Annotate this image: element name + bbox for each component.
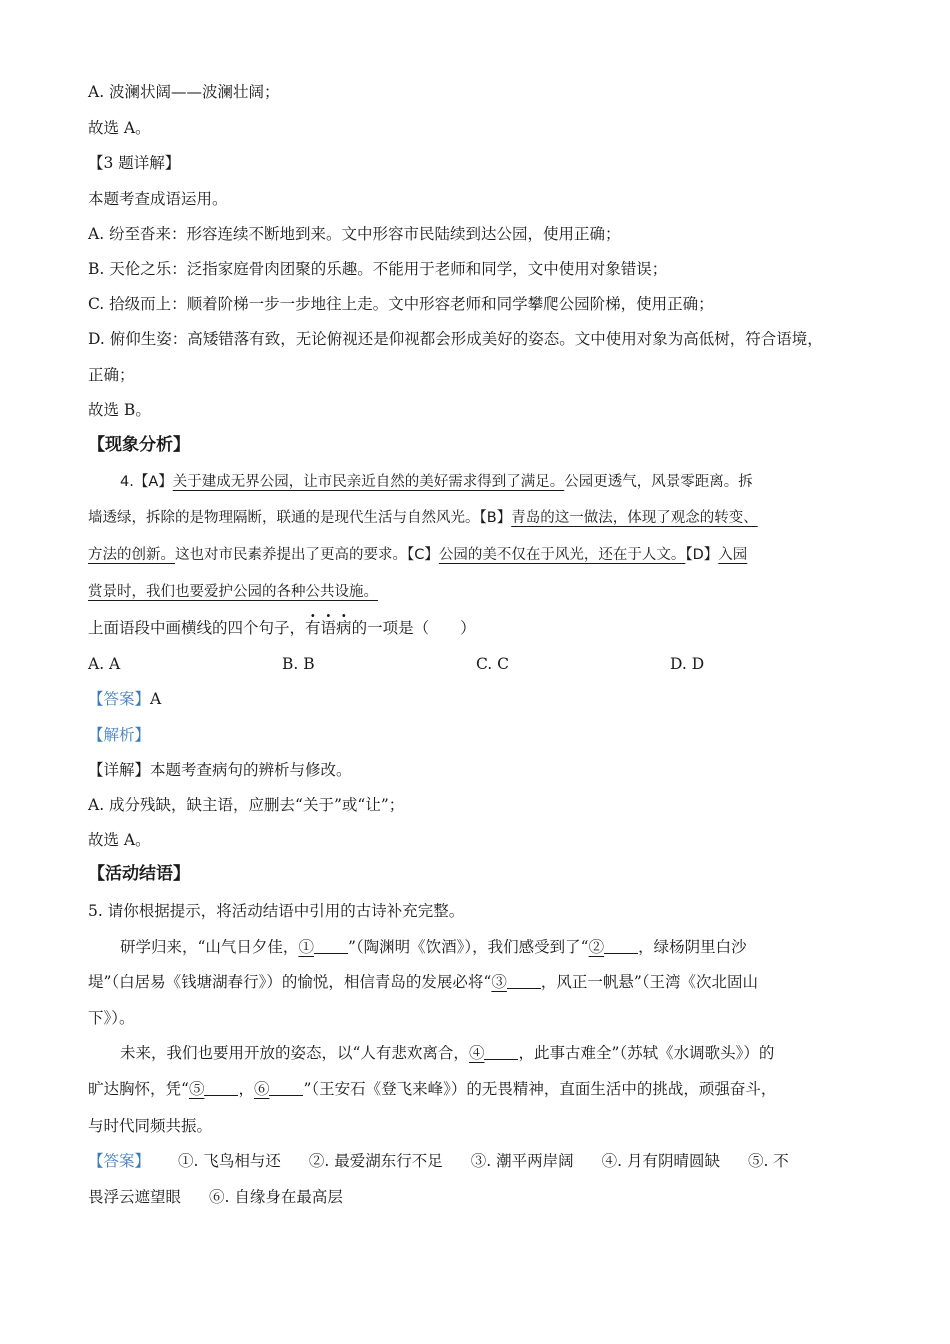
answer-6: ⑥. 自缘身在最高层 (209, 1188, 343, 1206)
passage-text: 未来，我们也要用开放的姿态，以“人有悲欢离合， (120, 1044, 469, 1062)
answer-2: ②. 最爱湖东行不足 (308, 1152, 443, 1170)
q3-option-a: A. 纷至沓来：形容连续不断地到来。文中形容市民陆续到达公园，使用正确； (88, 225, 621, 243)
q3-option-d-cont: 正确； (88, 366, 135, 384)
emphasis-char: 有 (305, 619, 321, 637)
passage-text: 公园更透气，风景零距离。拆 (564, 474, 753, 490)
q4-option-c: C. C (476, 655, 510, 673)
stem-text: 的一项是（ ） (351, 619, 476, 637)
blank-line (484, 1045, 518, 1060)
q2-option-a: A. 波澜状阔——波澜壮阔； (88, 83, 280, 101)
q5-answer-line-1 (88, 1151, 789, 1171)
blank-2: ② (588, 938, 605, 956)
passage-text: ，风正一帆悬”（王湾《次北固山 (540, 973, 759, 991)
answer-4: ④. 月有阴晴圆缺 (601, 1152, 720, 1170)
emphasis-char: 语 (320, 619, 337, 637)
q4-passage-line-4 (88, 582, 378, 602)
passage-text: 墙透绿，拆除的是物理隔断，联通的是现代生活与自然风光。 (88, 510, 480, 526)
q5-stem: 5. 请你根据提示，将活动结语中引用的古诗补充完整。 (88, 902, 465, 920)
q4-answer (88, 689, 161, 709)
section-title-phenomenon: 【现象分析】 (88, 435, 190, 455)
blank-3: ③ (491, 973, 507, 991)
q3-intro: 本题考查成语运用。 (88, 190, 228, 208)
q4-stem (88, 618, 476, 638)
passage-text: ”（王安石《登飞来峰》）的无畏精神，直面生活中的挑战，顽强奋斗， (303, 1080, 777, 1098)
q4-option-b: B. B (282, 655, 315, 673)
q5-passage-line-4 (120, 1043, 774, 1063)
q5-passage-line-6: 与时代同频共振。 (88, 1117, 213, 1135)
stem-text: 上面语段中画横线的四个句子， (88, 619, 306, 637)
blank-4: ④ (468, 1044, 485, 1062)
q4-option-a: A. A (88, 655, 121, 673)
q2-choice: 故选 A。 (88, 119, 151, 137)
blank-line (314, 939, 348, 954)
q4-passage-line-1 (120, 472, 753, 492)
q4-detail: 【详解】本题考查病句的辨析与修改。 (88, 761, 352, 779)
answer-1: ①. 飞鸟相与还 (178, 1152, 281, 1170)
q5-passage-line-2 (88, 972, 758, 992)
blank-1: ① (298, 938, 314, 956)
sentence-a: 关于建成无界公园，让市民亲近自然的美好需求得到了满足。 (172, 474, 565, 490)
passage-text: ，绿杨阴里白沙 (638, 938, 747, 956)
tag-d: 【D】 (685, 547, 719, 563)
q3-choice: 故选 B。 (88, 401, 151, 419)
answer-value: A (150, 690, 162, 708)
sentence-d-cont: 赏景时，我们也要爱护公园的各种公共设施。 (88, 584, 378, 600)
q5-answer-line-2 (88, 1187, 343, 1207)
q3-option-b: B. 天伦之乐：泛指家庭骨肉团聚的乐趣。不能用于老师和同学，文中使用对象错误； (88, 260, 668, 278)
answer-label: 【答案】 (88, 690, 151, 708)
blank-line (604, 939, 638, 954)
answer-5-cont: 畏浮云遮望眼 (88, 1188, 182, 1206)
sentence-d: 入园 (718, 547, 748, 563)
blank-line (507, 974, 541, 989)
passage-text: ”（陶渊明《饮酒》），我们感受到了“ (347, 938, 589, 956)
q4-analysis-label: 【解析】 (88, 726, 151, 744)
q4-passage-line-3 (88, 545, 747, 565)
q4-option-d: D. D (670, 655, 705, 673)
tag-c: 【C】 (407, 547, 439, 563)
sentence-b-cont: 方法的创新。 (88, 547, 175, 563)
passage-text: 这也对市民素养提出了更高的要求。 (175, 547, 407, 563)
blank-line (269, 1081, 303, 1096)
q3-title: 【3 题详解】 (88, 154, 181, 172)
blank-6: ⑥ (253, 1080, 270, 1098)
q4-number: 4. (120, 474, 134, 490)
passage-text: ，此事古难全”（苏轼《水调歌头》）的 (518, 1044, 775, 1062)
passage-text: ， (238, 1080, 254, 1098)
passage-text: 旷达胸怀，凭“ (88, 1080, 189, 1098)
q5-passage-line-5 (88, 1079, 776, 1099)
answer-3: ③. 潮平两岸阔 (470, 1152, 574, 1170)
tag-a: 【A】 (133, 474, 173, 490)
answer-label: 【答案】 (88, 1152, 151, 1170)
passage-text: 研学归来，“山气日夕佳， (120, 938, 299, 956)
sentence-b: 青岛的这一做法，体现了观念的转变、 (511, 510, 758, 526)
q4-explain: A. 成分残缺，缺主语，应删去“关于”或“让”； (88, 796, 405, 814)
passage-text: 堤”（白居易《钱塘湖春行》）的愉悦，相信青岛的发展必将“ (88, 973, 492, 991)
blank-5: ⑤ (188, 1080, 205, 1098)
section-title-conclusion: 【活动结语】 (88, 864, 190, 884)
blank-line (204, 1081, 238, 1096)
q3-option-c: C. 拾级而上：顺着阶梯一步一步地往上走。文中形容老师和同学攀爬公园阶梯，使用正确； (88, 295, 714, 313)
q4-choice: 故选 A。 (88, 831, 151, 849)
q5-passage-line-3: 下》）。 (88, 1009, 135, 1027)
q4-passage-line-2 (88, 508, 758, 528)
emphasis-char: 病 (336, 619, 352, 637)
tag-b: 【B】 (479, 510, 512, 526)
q3-option-d: D. 俯仰生姿：高矮错落有致，无论俯视还是仰视都会形成美好的姿态。文中使用对象为高低树，符合语境， (88, 330, 823, 348)
sentence-c: 公园的美不仅在于风光，还在于人文。 (438, 547, 686, 563)
answer-5: ⑤. 不 (747, 1152, 789, 1170)
q5-passage-line-1 (120, 937, 747, 957)
